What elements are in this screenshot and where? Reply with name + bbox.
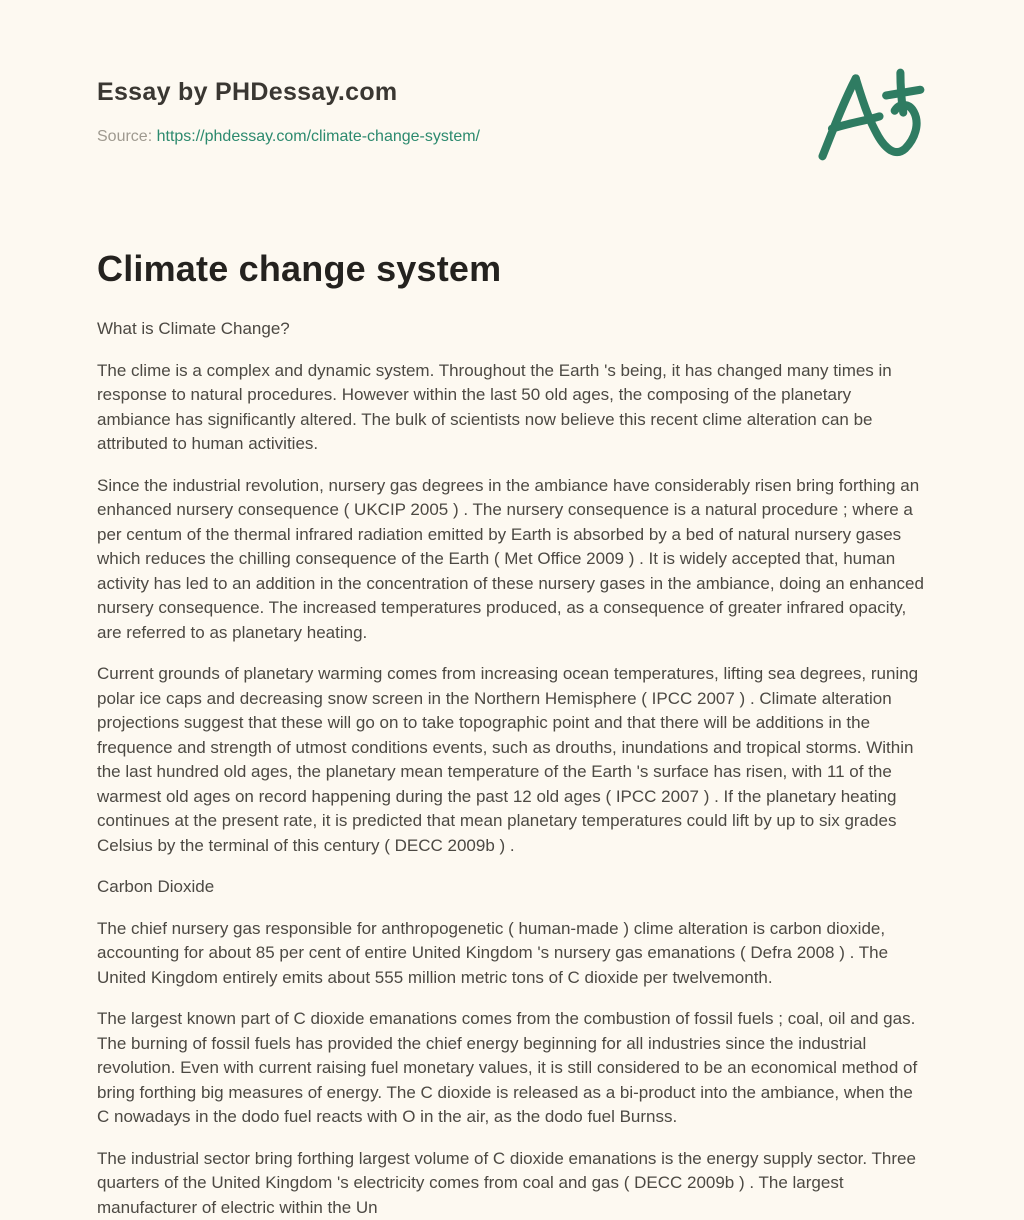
article-body bbox=[97, 317, 927, 1220]
source-line bbox=[97, 128, 480, 146]
phdessay-logo bbox=[813, 64, 927, 164]
site-header-text bbox=[97, 70, 480, 146]
page-title: Climate change system bbox=[97, 248, 927, 290]
article-paragraph: The clime is a complex and dynamic system. Throughout the Earth 's being, it has changed many times in response to natural procedures. However within the last 50 old ages, the composing of the planetary ambiance has significantly altered. The bulk of scientists now believe this recent clime alteration can be attributed to human activities. bbox=[97, 359, 927, 457]
article-paragraph: What is Climate Change? bbox=[97, 317, 927, 342]
source-label: Source: bbox=[97, 128, 152, 145]
source-link[interactable]: https://phdessay.com/climate-change-system/ bbox=[157, 128, 480, 145]
article-subheading: Carbon Dioxide bbox=[97, 875, 927, 900]
article-paragraph: The chief nursery gas responsible for anthropogenetic ( human-made ) clime alteration is carbon dioxide, accounting for about 85 per cent of entire United Kingdom 's nursery gas emanations ( Defra 2008 ) . The United Kingdom entirely emits about 555 million metric tons of C dioxide per twelvemonth. bbox=[97, 917, 927, 991]
article-paragraph: Current grounds of planetary warming comes from increasing ocean temperatures, lifting sea degrees, runing polar ice caps and decreasing snow screen in the Northern Hemisphere ( IPCC 2007 ) . Climate alteration projections suggest that these will go on to take topographic point and that there will be additions in the frequence and strength of utmost conditions events, such as drouths, inundations and tropical storms. Within the last hundred old ages, the planetary mean temperature of the Earth 's surface has risen, with 11 of the warmest old ages on record happening during the past 12 old ages ( IPCC 2007 ) . If the planetary heating continues at the present rate, it is predicted that mean planetary temperatures could lift by up to six grades Celsius by the terminal of this century ( DECC 2009b ) . bbox=[97, 662, 927, 858]
site-title: Essay by PHDessay.com bbox=[97, 78, 480, 107]
a-plus-logo-icon bbox=[813, 64, 927, 164]
article-paragraph: The largest known part of C dioxide emanations comes from the combustion of fossil fuels ; coal, oil and gas. The burning of fossil fuels has provided the chief energy beginning for all industries since the industrial revolution. Even with current raising fuel monetary values, it is still considered to be an economical method of bring forthing big measures of energy. The C dioxide is released as a bi-product into the ambiance, when the C nowadays in the dodo fuel reacts with O in the air, as the dodo fuel Burnss. bbox=[97, 1007, 927, 1130]
article-paragraph: Since the industrial revolution, nursery gas degrees in the ambiance have considerably risen bring forthing an enhanced nursery consequence ( UKCIP 2005 ) . The nursery consequence is a natural procedure ; where a per centum of the thermal infrared radiation emitted by Earth is absorbed by a bed of natural nursery gases which reduces the chilling consequence of the Earth ( Met Office 2009 ) . It is widely accepted that, human activity has led to an addition in the concentration of these nursery gases in the ambiance, doing an enhanced nursery consequence. The increased temperatures produced, as a consequence of greater infrared opacity, are referred to as planetary heating. bbox=[97, 474, 927, 646]
article-paragraph: The industrial sector bring forthing largest volume of C dioxide emanations is the energy supply sector. Three quarters of the United Kingdom 's electricity comes from coal and gas ( DECC 2009b ) . The largest manufacturer of electric within the Un bbox=[97, 1147, 927, 1220]
site-header bbox=[97, 70, 927, 164]
essay-page bbox=[97, 0, 927, 1220]
